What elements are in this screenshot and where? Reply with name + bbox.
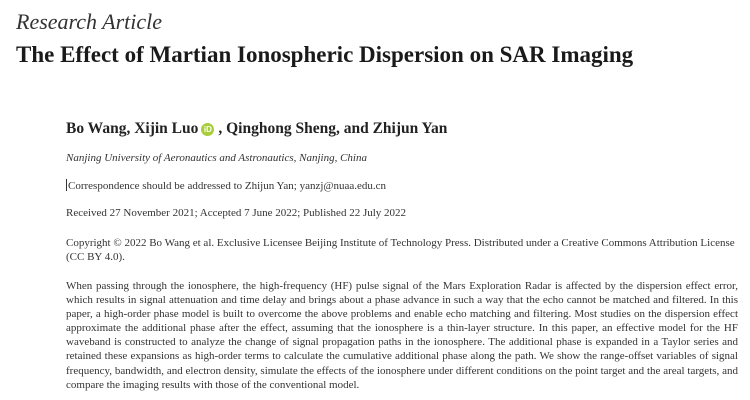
authors-first: Bo Wang, Xijin Luo	[66, 120, 199, 137]
text-cursor	[66, 179, 67, 191]
copyright-notice: Copyright © 2022 Bo Wang et al. Exclusive Licensee Beijing Institute of Technology Press. Distributed under a Creative Commons Attribution License (CC BY 4.0).	[66, 237, 735, 263]
abstract: When passing through the ionosphere, the high-frequency (HF) pulse signal of the Mars Exploration Radar is affected by the dispersion effect error, which results in signal attenuation and time delay and brings about a phase advance in such a way that the echo cannot be matched and filtered. In this paper, a high-order phase model is built to overcome the above problems and enable echo matching and filtering. Most studies on the dispersion effect approximate the additional phase after the effect, assuming that the ionosphere is a thin-layer structure. In this paper, an effective model for the HF waveband is constructed to analyze the change of signal propagation paths in the ionosphere. The additional phase is expanded in a Taylor series and retained these expansions as high-order terms to calculate the cumulative additional phase along the path. We show the range-offset variables of signal frequency, bandwidth, and electron density, simulate the effects of the ionosphere under different conditions on the point target and the areal targets, and compare the imaging results with those of the conventional model.	[66, 280, 738, 391]
affiliation: Nanjing University of Aeronautics and Astronautics, Nanjing, China	[66, 152, 367, 164]
author-list	[66, 120, 447, 138]
correspondence	[66, 179, 386, 192]
orcid-icon[interactable]: iD	[201, 123, 214, 136]
article-type: Research Article	[16, 9, 163, 34]
correspondence-text: Correspondence should be addressed to Zhijun Yan; yanzj@nuaa.edu.cn	[68, 180, 387, 192]
publication-dates: Received 27 November 2021; Accepted 7 June 2022; Published 22 July 2022	[66, 207, 407, 219]
authors-rest: , Qinghong Sheng, and Zhijun Yan	[218, 120, 448, 137]
paper-title: The Effect of Martian Ionospheric Dispersion on SAR Imaging	[16, 42, 634, 67]
